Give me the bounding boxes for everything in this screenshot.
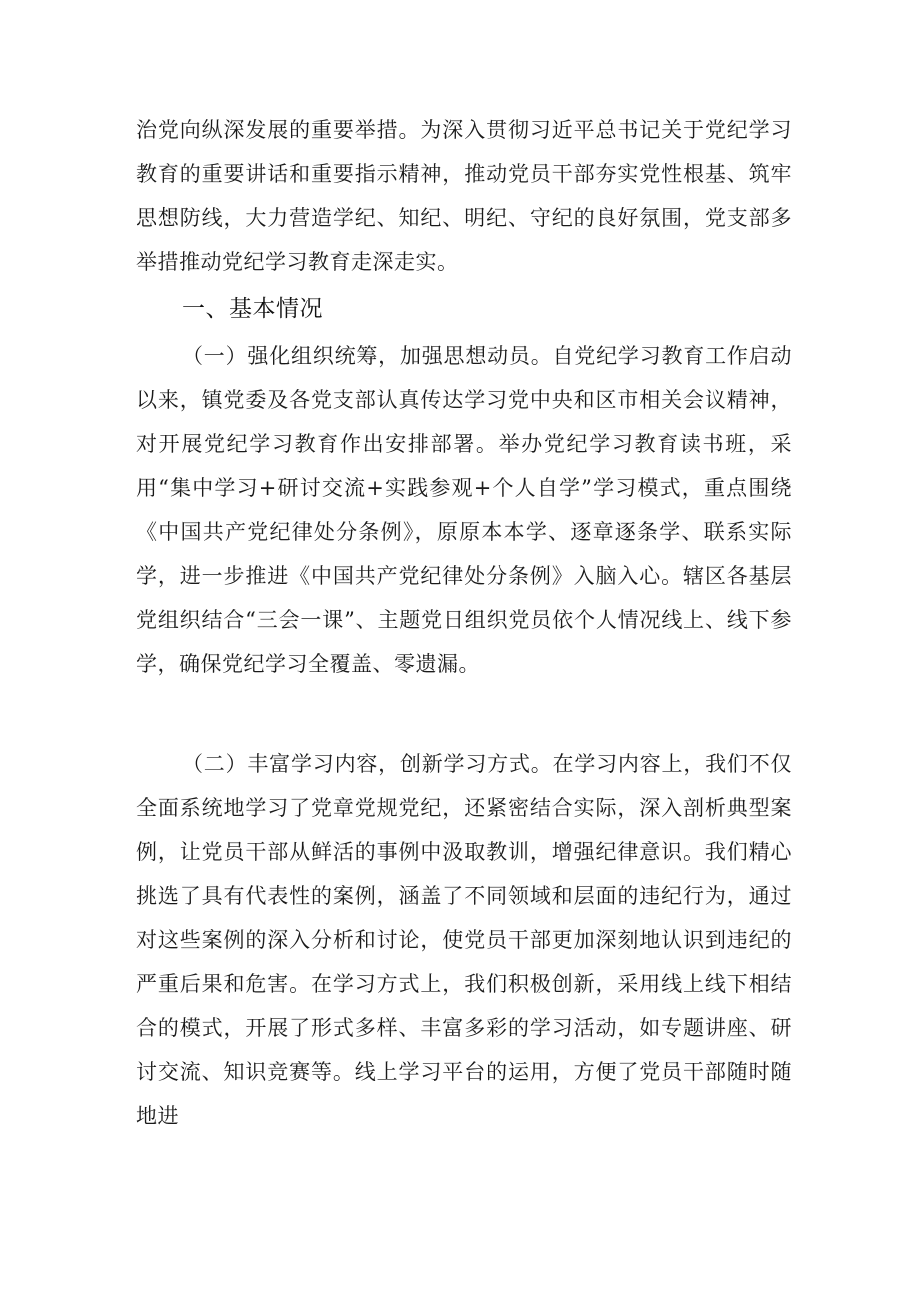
document-body xyxy=(136,108,792,1138)
paragraph-learning-content: （二）丰富学习内容，创新学习方式。在学习内容上，我们不仅全面系统地学习了党章党规党纪，还紧密结合实际，深入剖析典型案例，让党员干部从鲜活的事例中汲取教训，增强纪律意识。我们精心挑选了具有代表性的案例，涵盖了不同领域和层面的违纪行为，通过对这些案例的深入分析和讨论，使党员干部更加深刻地认识到违纪的严重后果和危害。在学习方式上，我们积极创新，采用线上线下相结合的模式，开展了形式多样、丰富多彩的学习活动，如专题讲座、研讨交流、知识竞赛等。线上学习平台的运用，方便了党员干部随时随地进 xyxy=(136,752,792,1128)
paragraph-organization: （一）强化组织统筹，加强思想动员。自党纪学习教育工作启动以来，镇党委及各党支部认真传达学习党中央和区市相关会议精神，对开展党纪学习教育作出安排部署。举办党纪学习教育读书班，采用“集中学习+研讨交流+实践参观+个人自学”学习模式，重点围绕《中国共产党纪律处分条例》，原原本本学、逐章逐条学、联系实际学，进一步推进《中国共产党纪律处分条例》入脑入心。辖区各基层党组织结合“三会一课”、主题党日组织党员依个人情况线上、线下参学，确保党纪学习全覆盖、零遗漏。 xyxy=(136,344,792,676)
paragraph-intro-continued: 治党向纵深发展的重要举措。为深入贯彻习近平总书记关于党纪学习教育的重要讲话和重要指示精神，推动党员干部夯实党性根基、筑牢思想防线，大力营造学纪、知纪、明纪、守纪的良好氛围，党支部多举措推动党纪学习教育走深走实。 xyxy=(136,118,792,274)
paragraph-gap xyxy=(136,686,792,742)
section-heading-basic-situation: 一、基本情况 xyxy=(182,296,323,322)
